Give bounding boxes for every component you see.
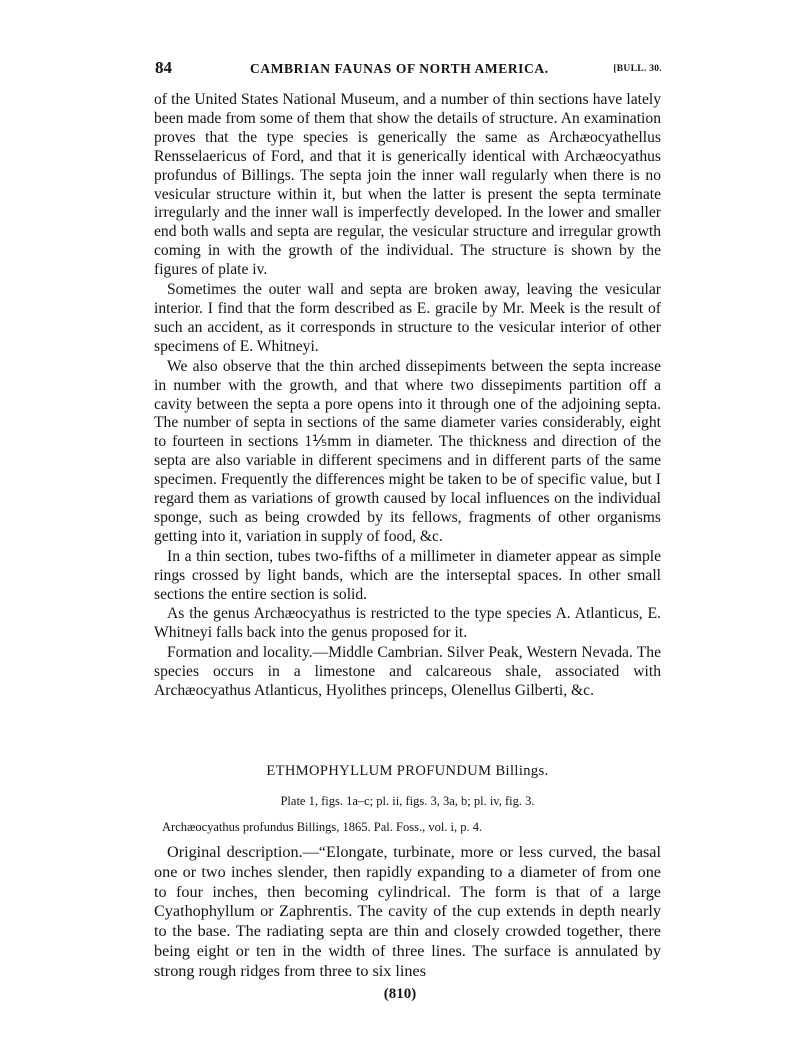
page-number: 84	[155, 58, 172, 77]
running-title: CAMBRIAN FAUNAS OF NORTH AMERICA.	[250, 61, 549, 76]
paragraph: Sometimes the outer wall and septa are broken away, leaving the vesicular interior. I find that the form described as E. gracile by Mr. Meek is the result of such an accident, as it corresponds in structure to the vesicular interior of other specimens of E. Whitneyi.	[154, 281, 661, 355]
plate-reference: Plate 1, figs. 1a–c; pl. ii, figs. 3, 3a, b; pl. iv, fig. 3.	[280, 794, 535, 808]
paragraph: Formation and locality.—Middle Cambrian. Silver Peak, Western Nevada. The species occurs in a limestone and calcareous shale, associated with Archæocyathus Atlanticus, Hyolithes princeps, Olenellus Gilberti, &c.	[154, 644, 661, 700]
paragraph: Original description.—“Elongate, turbinate, more or less curved, the basal one or two inches slender, then rapidly expanding to a diameter of from one to four inches, then becoming cylindrical. The form is that of a large Cyathophyllum or Zaphrentis. The cavity of the cup extends in depth nearly to the base. The radiating septa are thin and closely crowded together, there being eight or ten in the width of three lines. The surface is annulated by strong rough ridges from three to six lines	[154, 843, 661, 980]
synonymy-citation: Archæocyathus profundus Billings, 1865. Pal. Foss., vol. i, p. 4.	[162, 820, 483, 834]
paragraph: As the genus Archæocyathus is restricted to the type species A. Atlanticus, E. Whitneyi falls back into the genus proposed for it.	[154, 605, 661, 642]
paragraph: of the United States National Museum, and a number of thin sections have lately been made from some of them that show the details of structure. An examination proves that the type species is generically the same as Archæocyathellus Rensselaericus of Ford, and that it is generically identical with Archæocyathus profundus of Billings. The septa join the inner wall regularly when there is no vesicular structure within it, but when the latter is present the septa terminate irregularly and the inner wall is imperfectly developed. In the lower and smaller end both walls and septa are regular, the vesicular structure and irregular growth coming in with the growth of the individual. The structure is shown by the figures of plate iv.	[154, 91, 661, 279]
original-description	[154, 843, 661, 983]
running-header	[155, 58, 660, 80]
body-text	[154, 91, 661, 702]
paragraph: In a thin section, tubes two-fifths of a millimeter in diameter appear as simple rings crossed by light bands, which are the interseptal spaces. In other small sections the entire section is solid.	[154, 547, 661, 603]
bulletin-number: [BULL. 30.	[613, 64, 662, 74]
folio-footer: (810)	[383, 986, 417, 1002]
paragraph: We also observe that the thin arched dissepiments between the septa increase in number with the growth, and that where two dissepiments partition off a cavity between the septa a pore opens into it through one of the adjoining septa. The number of septa in sections of the same diameter varies considerably, eight to fourteen in sections 1⅕mm in diameter. The thickness and direction of the septa are also variable in different specimens and in different parts of the same specimen. Frequently the differences might be taken to be of specific value, but I regard them as variations of growth caused by local influences on the individual sponge, such as being crowded by its fellows, fragments of other organisms getting into it, variation in supply of food, &c.	[154, 357, 661, 545]
species-heading: ETHMOPHYLLUM PROFUNDUM Billings.	[266, 763, 549, 779]
